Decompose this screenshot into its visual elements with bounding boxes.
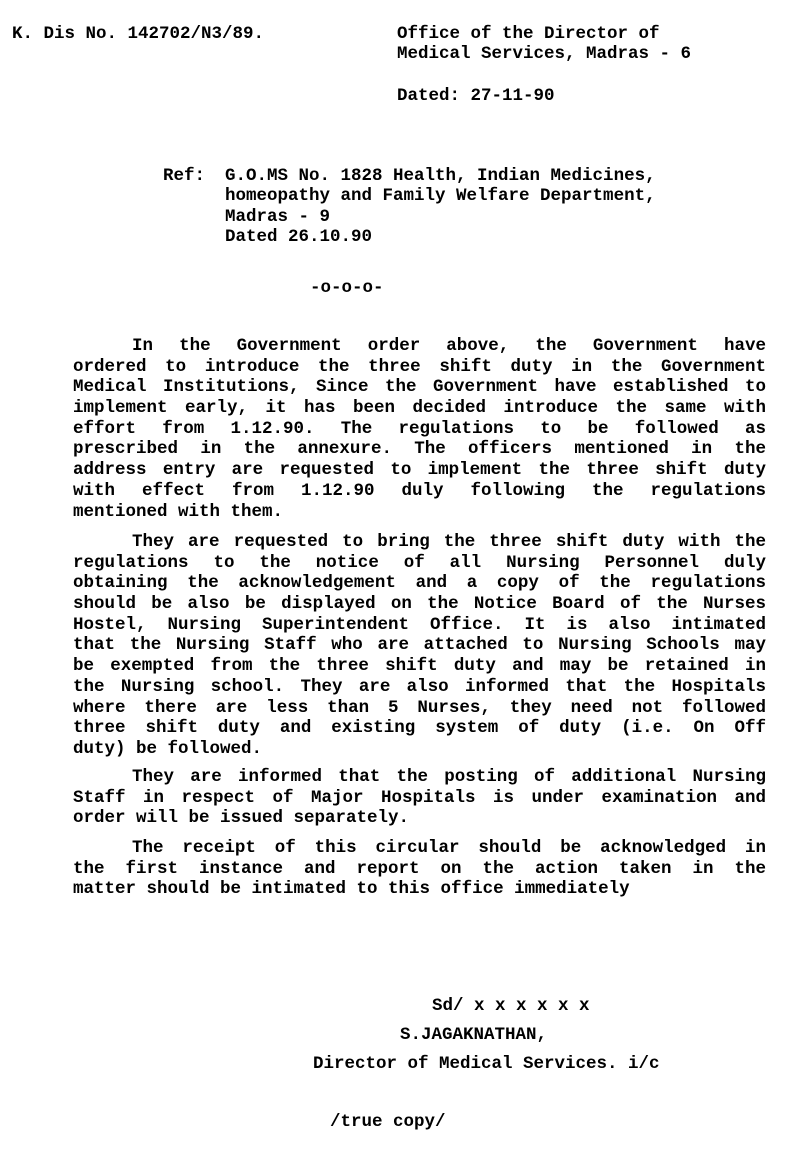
body-paragraph bbox=[73, 838, 766, 900]
paragraph-line: They are requested to bring the three shift duty with the bbox=[132, 532, 766, 552]
paragraph-line: In the Government order above, the Government have bbox=[132, 336, 766, 356]
paragraph-line: Staff in respect of Major Hospitals is under examination and bbox=[73, 787, 766, 808]
letter-date: Dated: 27-11-90 bbox=[397, 86, 555, 106]
reference-line: Madras - 9 bbox=[225, 206, 331, 227]
paragraph-line: Medical Institutions, Since the Government have established to bbox=[73, 377, 766, 398]
paragraph-line: They are informed that the posting of additional Nursing bbox=[132, 767, 766, 787]
signatory-designation: Director of Medical Services. i/c bbox=[313, 1054, 660, 1074]
paragraph-line: obtaining the acknowledgement and a copy of the regulations bbox=[73, 573, 766, 594]
separator: -o-o-o- bbox=[310, 278, 384, 298]
paragraph-line: mentioned with them. bbox=[73, 501, 284, 522]
paragraph-line: effort from 1.12.90. The regulations to be followed as bbox=[73, 418, 766, 439]
reference-line: homeopathy and Family Welfare Department, bbox=[225, 186, 656, 207]
paragraph-line: regulations to the notice of all Nursing Personnel duly bbox=[73, 552, 766, 573]
paragraph-line: ordered to introduce the three shift duty in the Government bbox=[73, 356, 766, 377]
body-paragraph bbox=[73, 767, 766, 829]
paragraph-line: that the Nursing Staff who are attached to Nursing Schools may bbox=[73, 635, 766, 656]
reference-line: G.O.MS No. 1828 Health, Indian Medicines, bbox=[225, 166, 656, 186]
paragraph-line: the Nursing school. They are also informed that the Hospitals bbox=[73, 676, 766, 697]
paragraph-line: where there are less than 5 Nurses, they need not followed bbox=[73, 697, 766, 718]
paragraph-line: the first instance and report on the action taken in the bbox=[73, 858, 766, 879]
reference-number: K. Dis No. 142702/N3/89. bbox=[12, 24, 265, 44]
true-copy-mark: /true copy/ bbox=[330, 1112, 446, 1132]
paragraph-line: matter should be intimated to this office immediately bbox=[73, 879, 630, 900]
paragraph-line: implement early, it has been decided introduce the same with bbox=[73, 398, 766, 419]
office-line-2: Medical Services, Madras - 6 bbox=[397, 44, 692, 64]
paragraph-line: address entry are requested to implement the three shift duty bbox=[73, 460, 766, 481]
paragraph-line: be exempted from the three shift duty and may be retained in bbox=[73, 656, 766, 677]
signature-mark: Sd/ x x x x x x bbox=[432, 996, 590, 1016]
paragraph-line: three shift duty and existing system of duty (i.e. On Off bbox=[73, 718, 766, 739]
body-paragraph bbox=[73, 336, 766, 522]
paragraph-line: with effect from 1.12.90 duly following the regulations bbox=[73, 480, 766, 501]
paragraph-line: The receipt of this circular should be acknowledged in bbox=[132, 838, 766, 858]
body-paragraph bbox=[73, 532, 766, 760]
paragraph-line: prescribed in the annexure. The officers mentioned in the bbox=[73, 439, 766, 460]
paragraph-line: Hostel, Nursing Superintendent Office. It is also intimated bbox=[73, 614, 766, 635]
ref-label: Ref: bbox=[163, 166, 206, 186]
reference-line: Dated 26.10.90 bbox=[225, 227, 373, 248]
paragraph-line: duty) be followed. bbox=[73, 738, 263, 759]
paragraph-line: order will be issued separately. bbox=[73, 808, 410, 829]
office-line-1: Office of the Director of bbox=[397, 24, 660, 44]
signatory-name: S.JAGAKNATHAN, bbox=[400, 1025, 548, 1045]
paragraph-line: should be also be displayed on the Notice Board of the Nurses bbox=[73, 594, 766, 615]
